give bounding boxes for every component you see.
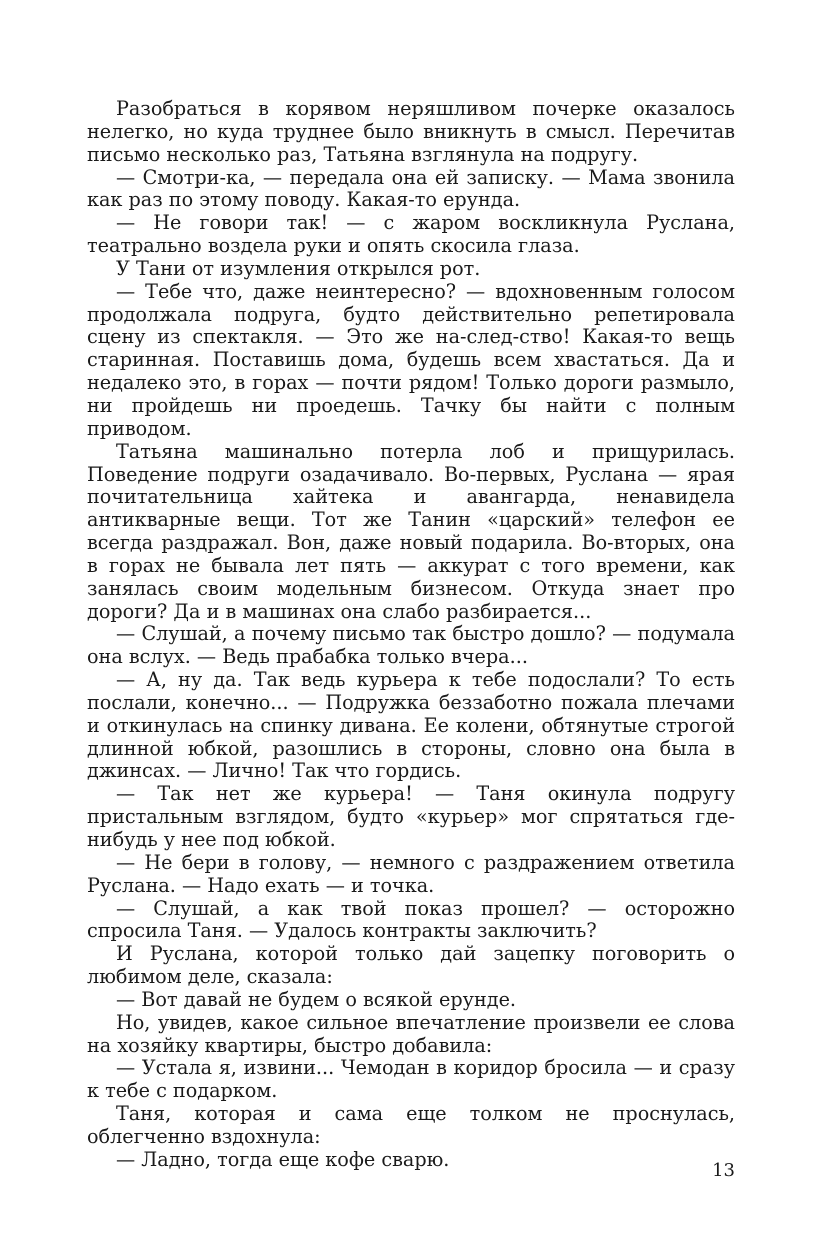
paragraph-8: — А, ну да. Так ведь курьера к тебе подослали? То есть послали, конечно... — Подружка беззаботно пожала плечами и откинулась на спинку дивана. Ее колени, обтянутые строгой длинной юбкой, разошлись в стороны, словно она была в джинсах. — Лично! Так что гордись. <box>87 668 735 783</box>
paragraph-6: Татьяна машинально потерла лоб и прищурилась. Поведение подруги озадачивало. Во-первых, Руслана — ярая почитательница хайтека и авангарда, ненавидела антикварные вещи. Тот же Танин «царский» телефон ее всегда раздражал. Вон, даже новый подарила. Во-вторых, она в горах не бывала лет пять — аккурат с того времени, как занялась своим модельным бизнесом. Откуда знает про дороги? Да и в машинах она слабо разбирается... <box>87 439 735 623</box>
paragraph-14: Но, увидев, какое сильное впечатление произвели ее слова на хозяйку квартиры, быстро добавила: <box>87 1010 735 1057</box>
paragraph-10: — Не бери в голову, — немного с раздражением ответила Руслана. — Надо ехать — и точка. <box>87 850 735 897</box>
paragraph-15: — Устала я, извини... Чемодан в коридор бросила — и сразу к тебе с подарком. <box>87 1056 735 1103</box>
paragraph-17: — Ладно, тогда еще кофе сварю. <box>116 1147 450 1171</box>
page-number: 13 <box>712 1160 735 1181</box>
paragraph-16: Таня, которая и сама еще толком не проснулась, облегченно вздохнула: <box>87 1102 735 1148</box>
paragraph-9: — Так нет же курьера! — Таня окинула подругу пристальным взглядом, будто «курьер» мог спрятаться где-нибудь у нее под юбкой. <box>87 782 735 851</box>
paragraph-1: Разобраться в корявом неряшливом почерке оказалось нелегко, но куда труднее было вникнуть в смысл. Перечитав письмо несколько раз, Татьяна взглянула на подругу. <box>87 97 735 166</box>
paragraph-5: — Тебе что, даже неинтересно? — вдохновенным голосом продолжала подруга, будто действительно репетировала сцену из спектакля. — Это же на-след-ство! Какая-то вещь старинная. Поставишь дома, будешь всем хвастаться. Да и недалеко это, в горах — почти рядом! Только дороги размыло, ни пройдешь ни проедешь. Тачку бы найти с полным приводом. <box>87 279 735 440</box>
paragraph-7: — Слушай, а почему письмо так быстро дошло? — подумала она вслух. — Ведь прабабка только вчера... <box>87 622 735 669</box>
paragraph-2: — Смотри-ка, — передала она ей записку. — Мама звонила как раз по этому поводу. Какая-то ерунда. <box>87 165 735 212</box>
paragraph-3: — Не говори так! — с жаром воскликнула Руслана, театрально воздела руки и опять скосила глаза. <box>87 211 735 258</box>
paragraph-12: И Руслана, которой только дай зацепку поговорить о любимом деле, сказала: <box>87 942 735 989</box>
paragraph-11: — Слушай, а как твой показ прошел? — осторожно спросила Таня. — Удалось контракты заключить? <box>87 896 735 943</box>
paragraph-4: У Тани от изумления открылся рот. <box>116 256 481 280</box>
paragraph-13: — Вот давай не будем о всякой ерунде. <box>116 987 517 1011</box>
page-body <box>87 98 735 1172</box>
